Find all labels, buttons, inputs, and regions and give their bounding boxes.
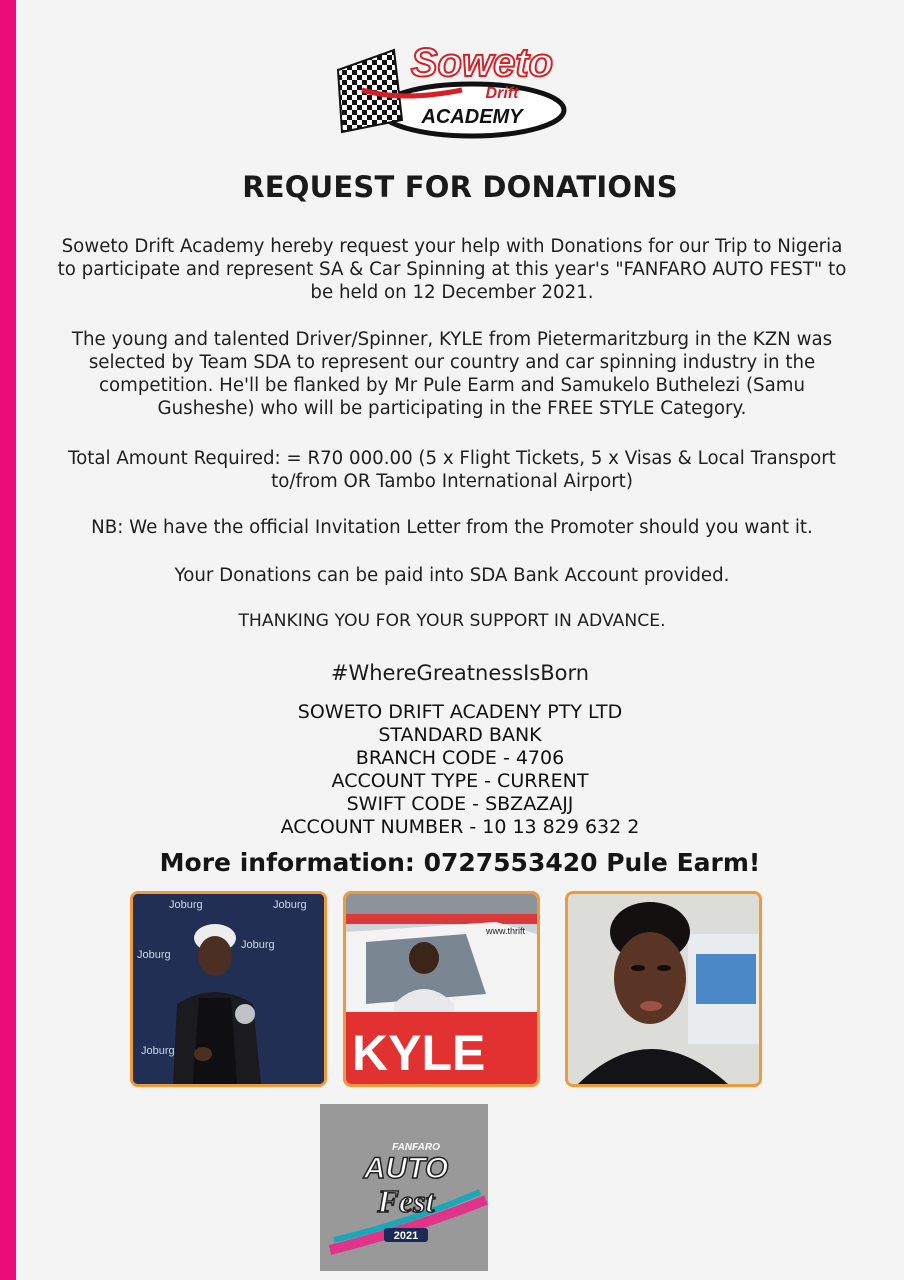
logo-brand-bottom: ACADEMY — [421, 106, 523, 128]
bank-account-number: ACCOUNT NUMBER - 10 13 829 632 2 — [280, 816, 640, 838]
contact-info: More information: 0727553420 Pule Earm! — [159, 848, 761, 877]
fest-main-fest: Fest — [377, 1183, 435, 1219]
bank-swift-code: SWIFT CODE - SBZAZAJJ — [346, 793, 574, 815]
donation-note: Your Donations can be paid into SDA Bank Account provided. — [174, 565, 730, 586]
bank-branch-code: BRANCH CODE - 4706 — [355, 747, 565, 769]
backdrop-text-3: Joburg — [137, 949, 171, 961]
hashtag: #WhereGreatnessIsBorn — [330, 661, 590, 685]
intro-paragraph: Soweto Drift Academy hereby request your help with Donations for our Trip to Nigeria to participate and represent SA & Car Spinning at this year's "FANFARO AUTO FEST" to be held on 12 December 2021. — [57, 236, 847, 303]
fest-year: 2021 — [393, 1230, 419, 1242]
driver-paragraph: The young and talented Driver/Spinner, KYLE from Pietermaritzburg in the KZN was selected by Team SDA to represent our country and car spinning industry in the competition. He'll be flanked by Mr Pule Earm and Samukelo Buthelezi (Samu Gusheshe) who will be participating in the FREE STYLE Category. — [71, 329, 833, 419]
thanks-note: THANKING YOU FOR YOUR SUPPORT IN ADVANCE. — [238, 611, 666, 631]
backdrop-text-4: Joburg — [241, 939, 275, 951]
photo-kyle-car — [343, 891, 540, 1087]
bank-account-name: SOWETO DRIFT ACADENY PTY LTD — [297, 701, 623, 723]
logo-brand-mid: Drift — [485, 85, 519, 102]
bank-name: STANDARD BANK — [378, 724, 542, 746]
photo-pule-earm — [130, 891, 327, 1087]
photo-samukelo — [565, 891, 762, 1087]
amount-paragraph: Total Amount Required: = R70 000.00 (5 x Flight Tickets, 5 x Visas & Local Transport to/from OR Tambo International Airport) — [68, 448, 836, 492]
backdrop-text-2: Joburg — [273, 899, 307, 911]
invitation-note: NB: We have the official Invitation Letter from the Promoter should you want it. — [91, 517, 813, 538]
logo-brand-top: Soweto — [410, 41, 554, 85]
fest-top-text: FANFARO — [392, 1142, 440, 1153]
bank-account-type: ACCOUNT TYPE - CURRENT — [331, 770, 589, 792]
car-window-text: www.thrift — [486, 926, 526, 936]
soweto-drift-academy-logo — [332, 40, 568, 140]
left-accent-stripe — [0, 0, 16, 1280]
car-kyle-text: KYLE — [352, 1025, 486, 1081]
bank-details — [16, 701, 904, 839]
logo-graphic — [332, 40, 568, 140]
backdrop-text-5: Joburg — [141, 1045, 175, 1057]
backdrop-text-1: Joburg — [169, 899, 203, 911]
fest-main-auto: AUTO — [363, 1152, 449, 1185]
page-title: REQUEST FOR DONATIONS — [242, 170, 678, 204]
fanfaro-auto-fest-logo — [320, 1104, 488, 1271]
